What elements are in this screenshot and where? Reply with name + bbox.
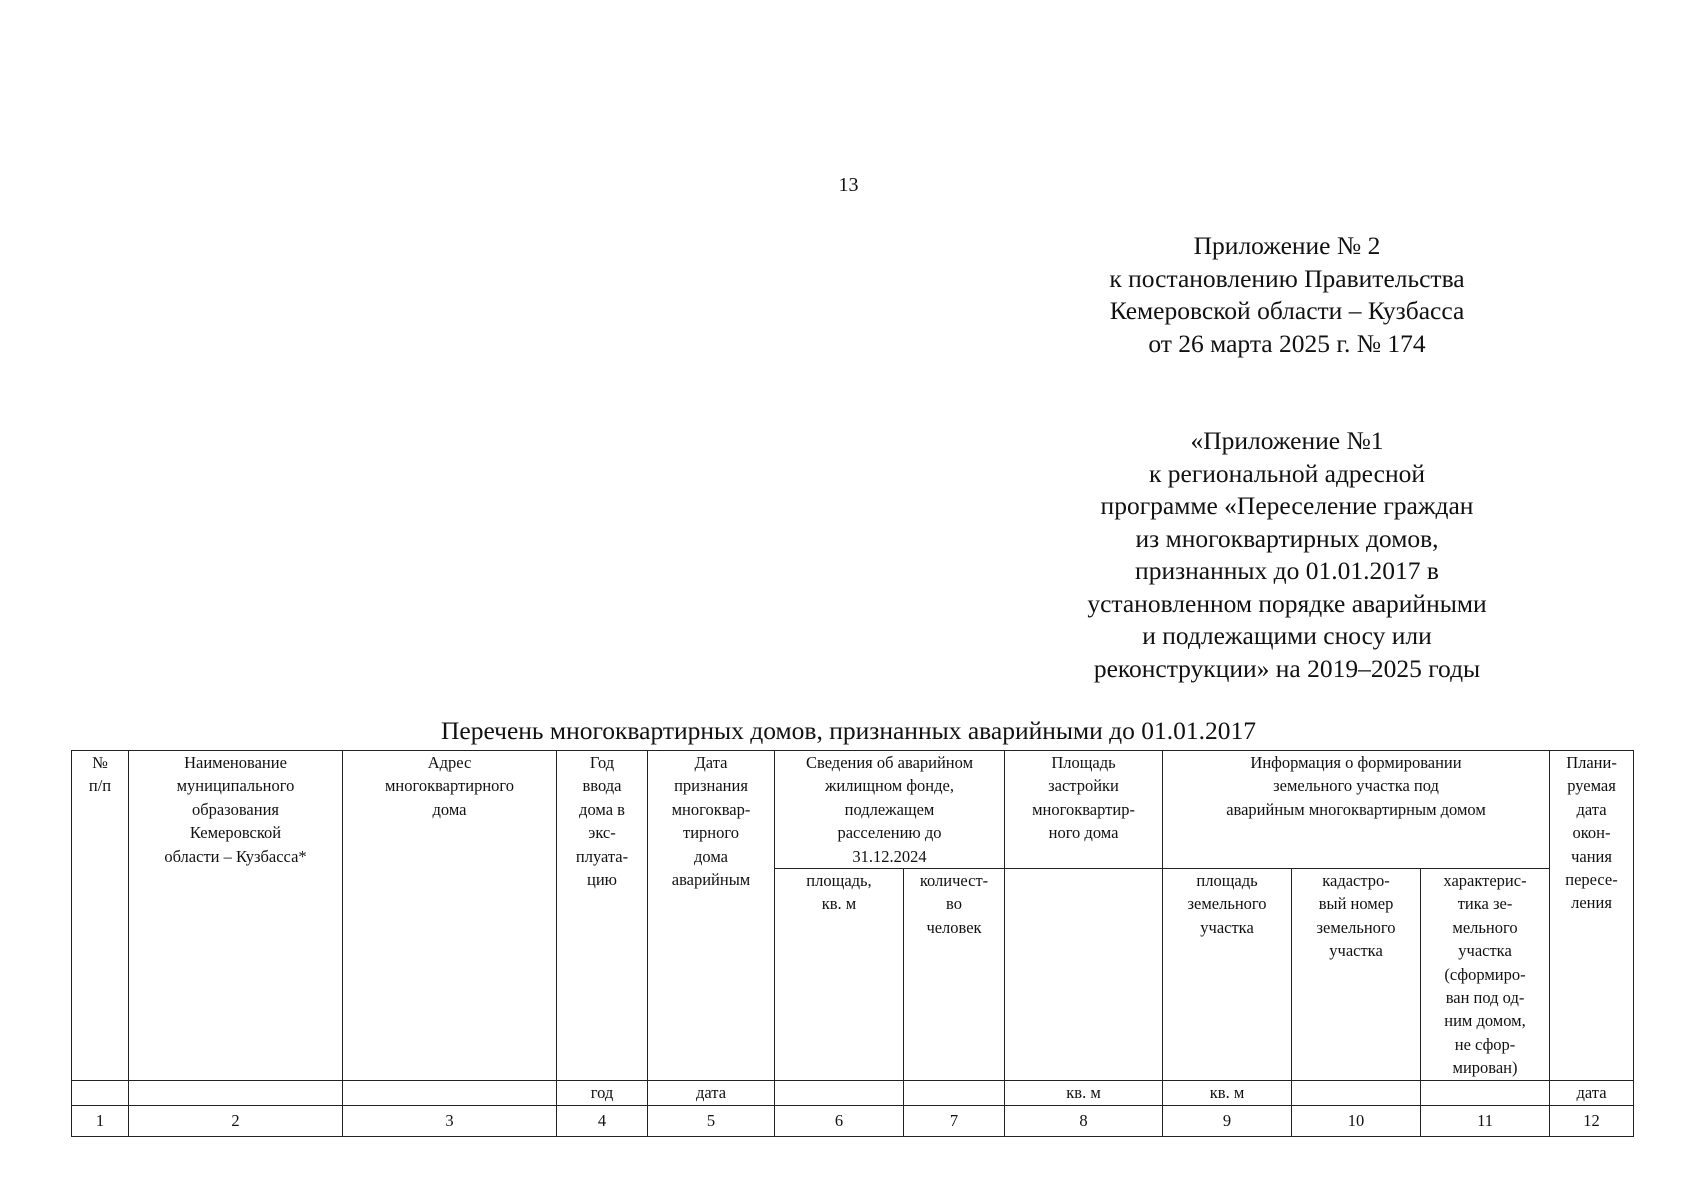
text-line: площадь, (806, 871, 872, 891)
text-line: многоквартир- (1032, 799, 1135, 819)
column-number: 12 (1550, 1106, 1634, 1137)
text-line: из многоквартирных домов, (1135, 523, 1439, 553)
header-recognition-date (648, 751, 775, 1081)
text-line: руемая (1567, 776, 1616, 796)
unit-date: дата (648, 1081, 775, 1106)
unit-building-area: кв. м (1005, 1081, 1163, 1106)
unit-cell (775, 1081, 904, 1106)
text-line: Наименование (184, 753, 287, 772)
column-numbers-row (72, 1106, 1634, 1137)
text-line: тика зе- (1457, 894, 1513, 914)
header-people-count (904, 869, 1005, 1081)
text-line: тирного (683, 823, 739, 843)
header-commissioning-year (557, 751, 648, 1081)
text-line: области – Кузбасса* (164, 846, 307, 866)
text-line: дома в (579, 799, 625, 819)
text-line: площадь (1196, 871, 1258, 891)
text-line: № (92, 753, 108, 772)
text-line: участка (1200, 917, 1254, 937)
text-line: муниципального (176, 776, 295, 796)
registry-table (71, 750, 1634, 1137)
text-line: человек (926, 917, 982, 937)
text-line: плуата- (575, 846, 629, 866)
text-line: дома (694, 846, 728, 866)
unit-land-area: кв. м (1163, 1081, 1292, 1106)
document-title: Перечень многоквартирных домов, признанных аварийными до 01.01.2017 (440, 716, 1257, 745)
text-line: аварийным многоквартирным домом (1226, 799, 1486, 819)
text-line: земельного (1187, 894, 1267, 914)
unit-cell (904, 1081, 1005, 1106)
header-area-sqm (775, 869, 904, 1081)
text-line: ним домом, (1444, 1011, 1526, 1031)
column-number: 2 (129, 1106, 343, 1137)
column-number: 4 (557, 1106, 648, 1137)
text-line: многоквартирного (384, 776, 515, 796)
text-line: к региональной адресной (1148, 458, 1425, 488)
text-line: установленном порядке аварийными (1087, 588, 1487, 618)
text-line: 31.12.2024 (852, 846, 927, 866)
text-line: признанных до 01.01.2017 в (1135, 556, 1439, 585)
header-land-plot-group (1163, 751, 1550, 869)
text-line: участка (1329, 941, 1383, 961)
text-line: земельного участка под (1273, 776, 1439, 796)
text-line: Плани- (1566, 753, 1617, 772)
text-line: ного дома (1048, 823, 1119, 843)
text-line: Сведения об аварийном (806, 753, 974, 772)
text-line: от 26 марта 2025 г. № 174 (1148, 328, 1426, 358)
header-number (72, 751, 129, 1081)
column-number: 6 (775, 1106, 904, 1137)
appendix-2-header (1052, 230, 1522, 360)
units-row (72, 1081, 1634, 1106)
text-line: и подлежащими сносу или (1142, 621, 1432, 650)
unit-year: год (557, 1081, 648, 1106)
text-line: аварийным (671, 870, 751, 890)
text-line: кв. м (821, 894, 857, 914)
text-line: многоквар- (671, 799, 751, 819)
column-number: 1 (72, 1106, 129, 1137)
header-land-characteristic (1421, 869, 1550, 1081)
text-line: подлежащем (844, 799, 935, 819)
column-number: 11 (1421, 1106, 1550, 1137)
unit-cell (343, 1081, 557, 1106)
text-line: кадастро- (1322, 871, 1390, 891)
text-line: Дата (694, 753, 728, 772)
column-number: 9 (1163, 1106, 1292, 1137)
page-number: 13 (838, 174, 859, 196)
column-number: 10 (1292, 1106, 1421, 1137)
header-building-area-empty (1005, 869, 1163, 1081)
text-line: дома (432, 799, 467, 819)
text-line: не сфор- (1454, 1034, 1516, 1054)
unit-cell (72, 1081, 129, 1106)
text-line: застройки (1048, 776, 1119, 796)
text-line: жилищном фонде, (825, 776, 954, 796)
header-municipality (129, 751, 343, 1081)
text-line: вый номер (1318, 894, 1394, 914)
unit-cell (1421, 1081, 1550, 1106)
text-line: ления (1571, 893, 1612, 913)
text-line: (сформиро- (1444, 964, 1526, 984)
column-number: 8 (1005, 1106, 1163, 1137)
header-planned-resettlement-date (1550, 751, 1634, 1081)
column-number: 5 (648, 1106, 775, 1137)
unit-cell (1292, 1081, 1421, 1106)
text-line: во (946, 894, 962, 914)
text-line: Информация о формировании (1250, 753, 1462, 772)
text-line: цию (587, 870, 617, 890)
text-line: Кемеровской области – Кузбасса (1109, 296, 1465, 325)
header-land-area (1163, 869, 1292, 1081)
text-line: мельного (1452, 917, 1518, 937)
text-line: земельного (1316, 917, 1396, 937)
text-line: Адрес (427, 753, 472, 772)
text-line: образования (191, 799, 280, 819)
text-line: мирован) (1452, 1058, 1518, 1078)
text-line: признания (674, 776, 748, 796)
text-line: дата (1576, 799, 1607, 819)
column-number: 7 (904, 1106, 1005, 1137)
text-line: ввода (582, 776, 622, 796)
text-line: Кемеровской (189, 823, 282, 843)
text-line: ван под од- (1445, 988, 1525, 1008)
text-line: пересе- (1565, 870, 1618, 890)
text-line: к постановлению Правительства (1109, 263, 1465, 293)
header-building-area (1005, 751, 1163, 869)
text-line: расселению до (837, 823, 942, 843)
text-line: Площадь (1051, 753, 1116, 772)
unit-cell (129, 1081, 343, 1106)
text-line: Год (589, 753, 615, 772)
header-emergency-housing-group (775, 751, 1005, 869)
text-line: окон- (1572, 823, 1611, 843)
text-line: п/п (88, 776, 112, 796)
text-line: реконструкции» на 2019–2025 годы (1093, 653, 1481, 683)
text-line: экс- (588, 823, 616, 843)
text-line: программе «Переселение граждан (1100, 491, 1474, 520)
text-line: «Приложение №1 (1190, 426, 1384, 455)
header-cadastral-number (1292, 869, 1421, 1081)
text-line: чания (1571, 846, 1612, 866)
column-number: 3 (343, 1106, 557, 1137)
text-line: Приложение № 2 (1193, 231, 1381, 260)
text-line: участка (1458, 941, 1512, 961)
text-line: количест- (919, 871, 989, 891)
unit-planned-date: дата (1550, 1081, 1634, 1106)
appendix-1-header (1052, 425, 1522, 685)
text-line: характерис- (1443, 871, 1527, 891)
header-address (343, 751, 557, 1081)
